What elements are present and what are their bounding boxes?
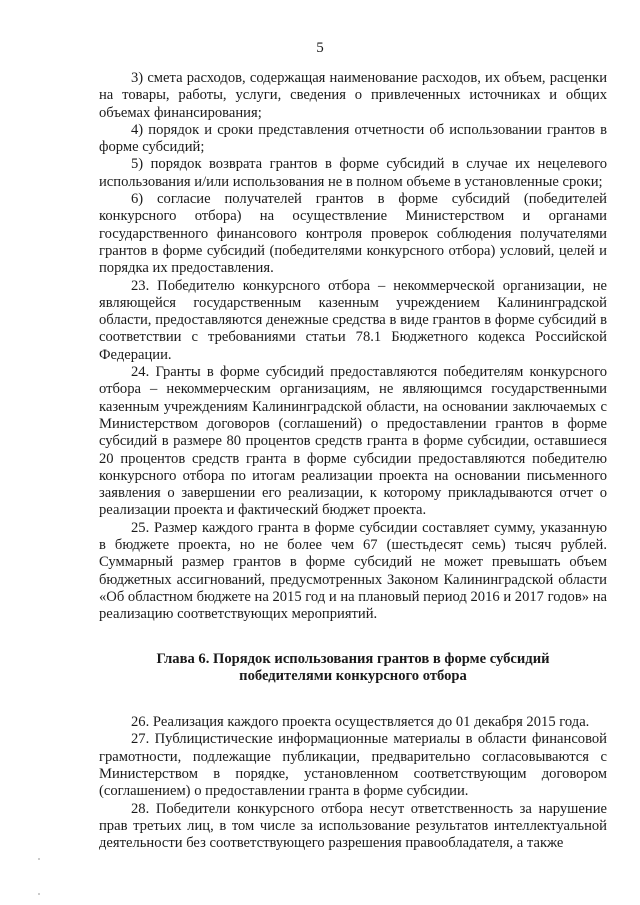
chapter-heading xyxy=(99,651,607,686)
paragraph-item-6: 6) согласие получателей грантов в форме субсидий (победителей конкурсного отбора) на осуществление Министерством и органами государственного финансового контроля проверок соблюдения получателями грантов в форме субсидий (победителями конкурсного отбора) условий, целей и порядка их предоставления. xyxy=(99,191,607,277)
paragraph-item-5: 5) порядок возврата грантов в форме субсидий в случае их нецелевого использования и/или использования не в полном объеме в установленные сроки; xyxy=(99,156,607,190)
paragraph-item-4: 4) порядок и сроки представления отчетности об использовании грантов в форме субсидий; xyxy=(99,121,607,156)
chapter-heading-line-2: победителями конкурсного отбора xyxy=(239,667,467,684)
scan-speck xyxy=(38,893,40,895)
page-number: 5 xyxy=(316,40,324,56)
paragraph-clause-25: 25. Размер каждого гранта в форме субсидии составляет сумму, указанную в бюджете проекта, но не более чем 67 (шестьдесят семь) тысяч рублей. Суммарный размер грантов в форме субсидий не может превышать объем бюджетных ассигнований, предусмотренных Законом Калининградской области «Об областном бюджете на 2015 год и на плановый период 2016 и 2017 годов» на реализацию соответствующих мероприятий. xyxy=(99,519,607,623)
paragraph-item-3: 3) смета расходов, содержащая наименование расходов, их объем, расценки на товары, работы, услуги, сведения о привлеченных источниках и общих объемах финансирования; xyxy=(99,70,607,121)
paragraph-clause-24: 24. Гранты в форме субсидий предоставляются победителям конкурсного отбора – некоммерческим организациям, не являющимся государственными казенным учреждениям Калининградской области, на основании заключаемых с Министерством договоров (соглашений) о предоставлении грантов в форме субсидий в размере 80 процентов средств гранта в форме субсидии, оставшиеся 20 процентов средств гранта в форме субсидии предоставляются победителю конкурсного отбора по итогам реализации проекта на основании письменного заявления о завершении его реализации, к которому прикладываются отчет о реализации проекта и фактический бюджет проекта. xyxy=(99,364,607,519)
paragraph-clause-28: 28. Победители конкурсного отбора несут ответственность за нарушение прав третьих лиц, в том числе за использование результатов интеллектуальной деятельности без соответствующего разрешения правообладателя, а также xyxy=(99,800,607,852)
chapter-heading-line-1: Глава 6. Порядок использования грантов в форме субсидий xyxy=(156,650,550,667)
paragraph-clause-26: 26. Реализация каждого проекта осуществляется до 01 декабря 2015 года. xyxy=(131,714,590,731)
document-body xyxy=(99,70,607,852)
paragraph-clause-27: 27. Публицистические информационные материалы в области финансовой грамотности, подлежащие публикации, предварительно согласовываются с Министерством в порядке, установленном соответствующим договором (соглашением) о предоставлении гранта в форме субсидии. xyxy=(99,731,607,800)
scan-speck xyxy=(38,858,40,860)
paragraph-clause-23: 23. Победителю конкурсного отбора – некоммерческой организации, не являющейся государственным казенным учреждением Калининградской области, предоставляются денежные средства в виде грантов в форме субсидий в соответствии с требованиями статьи 78.1 Бюджетного кодекса Российской Федерации. xyxy=(99,277,607,363)
